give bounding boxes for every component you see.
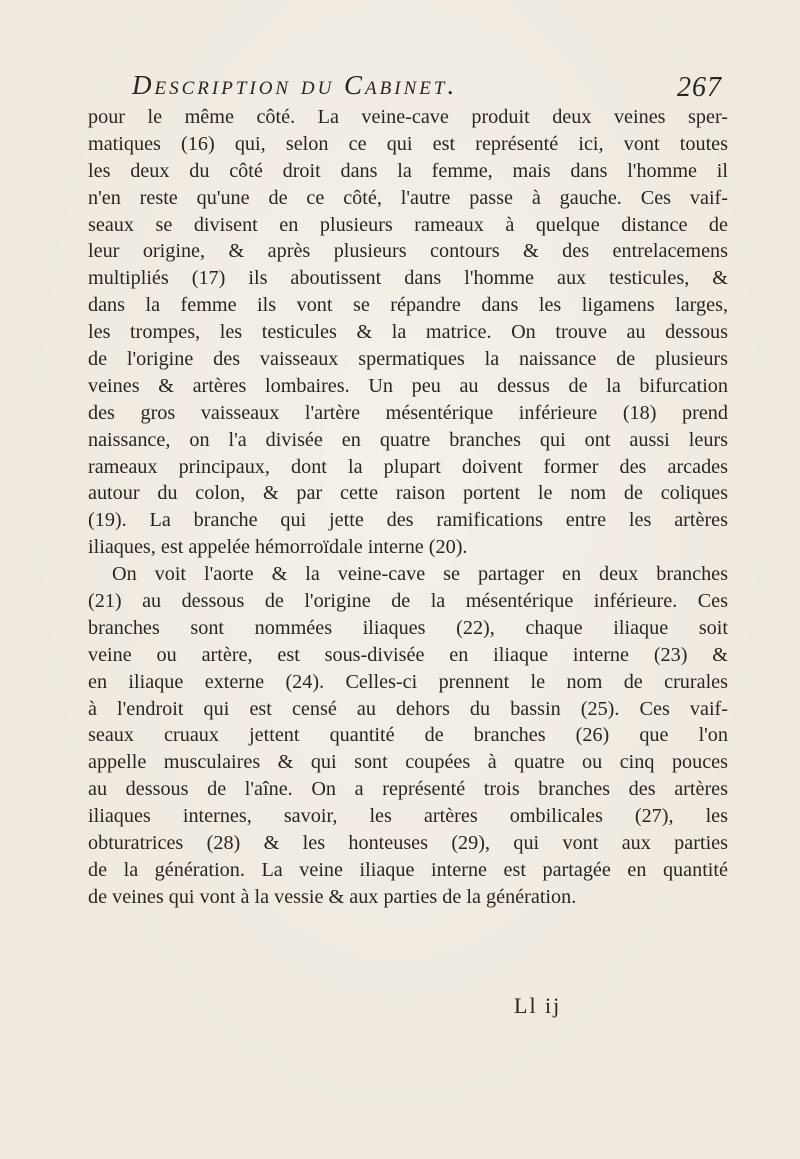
text-line: iliaques internes, savoir, les artères ombilicales (27), les [88, 805, 728, 828]
text-line: au dessous de l'aîne. On a représenté trois branches des artères [88, 778, 728, 801]
text-line: n'en reste qu'une de ce côté, l'autre passe à gauche. Ces vaif- [88, 186, 728, 209]
text-line: appelle musculaires & qui sont coupées à quatre ou cinq pouces [88, 751, 728, 774]
text-line: leur origine, & après plusieurs contours & des entrelacemens [88, 240, 728, 263]
text-line: autour du colon, & par cette raison portent le nom de coliques [88, 482, 728, 505]
text-line: veines & artères lombaires. Un peu au dessus de la bifurcation [88, 374, 728, 397]
body-text [88, 104, 728, 911]
text-line: iliaques, est appelée hémorroïdale interne (20). [88, 536, 468, 559]
text-line: obturatrices (28) & les honteuses (29), qui vont aux parties [88, 832, 728, 855]
text-line: les deux du côté droit dans la femme, mais dans l'homme il [88, 159, 728, 182]
text-line: branches sont nommées iliaques (22), chaque iliaque soit [88, 616, 728, 639]
page-number: 267 [677, 72, 722, 103]
text-line: multipliés (17) ils aboutissent dans l'homme aux testicules, & [88, 267, 728, 290]
text-line: rameaux principaux, dont la plupart doivent former des arcades [88, 455, 728, 478]
text-line: à l'endroit qui est censé au dehors du bassin (25). Ces vaif- [88, 697, 728, 720]
text-line: les trompes, les testicules & la matrice. On trouve au dessous [88, 321, 728, 344]
text-line: naissance, on l'a divisée en quatre branches qui ont aussi leurs [88, 428, 728, 451]
text-line: des gros vaisseaux l'artère mésentérique inférieure (18) prend [88, 401, 728, 424]
text-line: en iliaque externe (24). Celles-ci prennent le nom de crurales [88, 670, 728, 693]
text-line: seaux se divisent en plusieurs rameaux à quelque distance de [88, 213, 728, 236]
text-line: veine ou artère, est sous-divisée en iliaque interne (23) & [88, 643, 728, 666]
running-head-title: Description du Cabinet. [132, 70, 458, 100]
text-line: de l'origine des vaisseaux spermatiques la naissance de plusieurs [88, 348, 728, 371]
text-line: pour le même côté. La veine-cave produit deux veines sper- [88, 106, 728, 128]
text-line: de veines qui vont à la vessie & aux parties de la génération. [88, 885, 577, 908]
text-line: matiques (16) qui, selon ce qui est représenté ici, vont toutes [88, 132, 728, 155]
signature-mark: Ll ij [514, 993, 562, 1018]
text-line: (21) au dessous de l'origine de la mésentérique inférieure. Ces [88, 590, 728, 613]
text-line: seaux cruaux jettent quantité de branches (26) que l'on [88, 724, 728, 747]
text-line: de la génération. La veine iliaque interne est partagée en quantité [88, 858, 728, 881]
text-line: dans la femme ils vont se répandre dans les ligamens larges, [88, 294, 728, 317]
text-line: On voit l'aorte & la veine-cave se partager en deux branches [112, 563, 728, 586]
text-line: (19). La branche qui jette des ramifications entre les artères [88, 509, 728, 532]
